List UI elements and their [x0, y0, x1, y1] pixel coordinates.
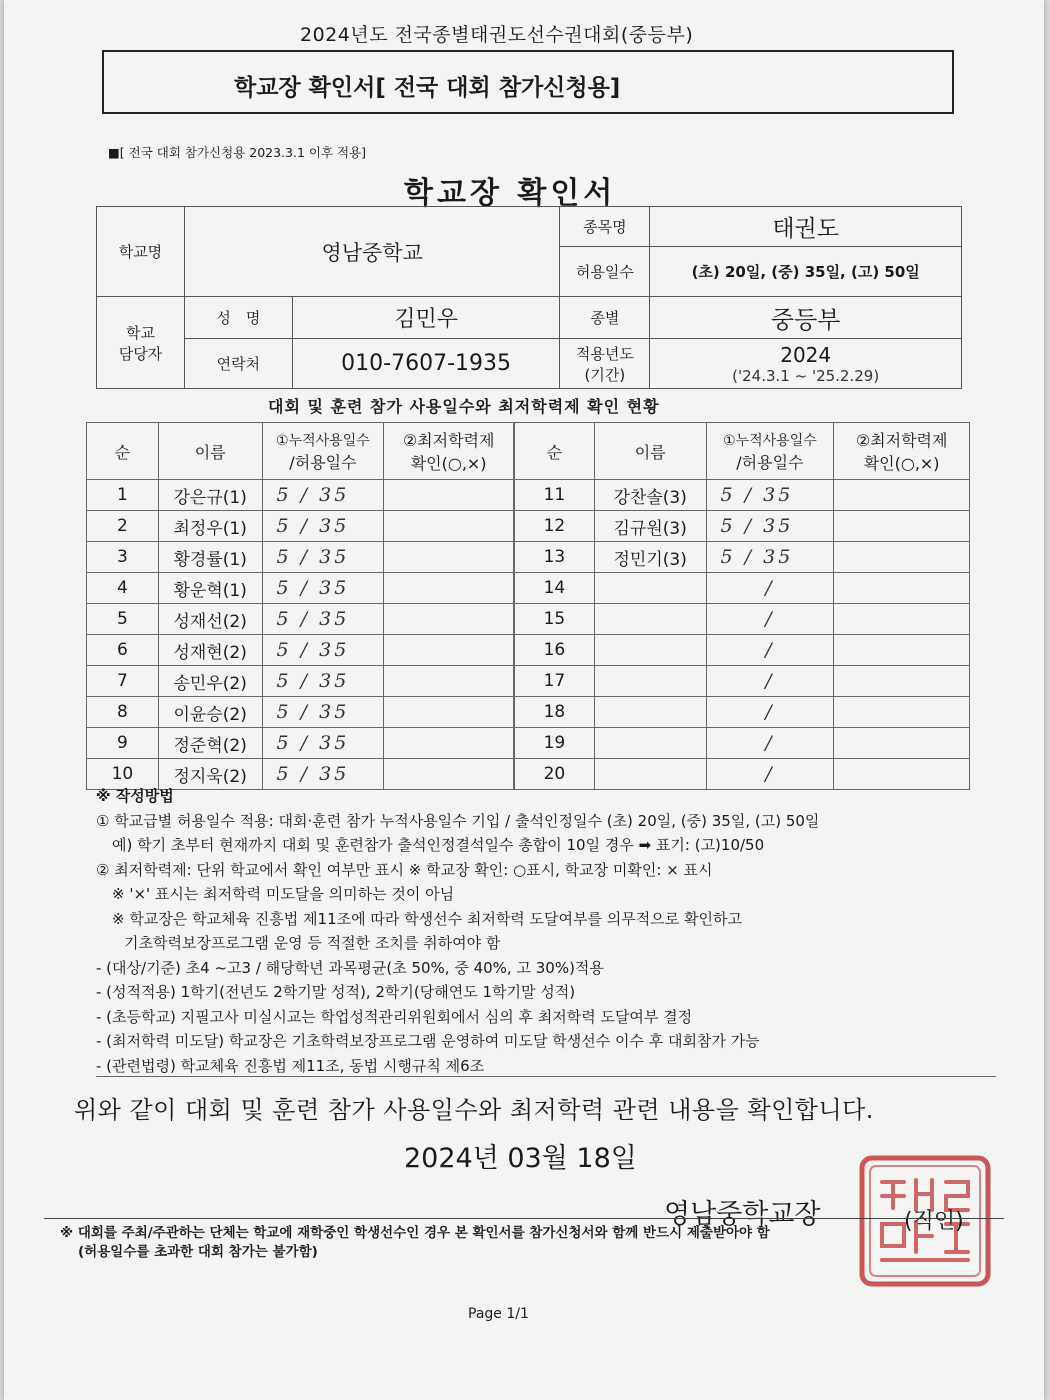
instruction-line: ② 최저학력제: 단위 학교에서 확인 여부만 표시 ※ 학교장 확인: ○표시, 학교장 미확인: × 표시	[96, 860, 713, 879]
participant-name: 김규원(3)	[594, 511, 706, 542]
participant-name: 강찬솔(3)	[594, 480, 706, 511]
footer-note	[60, 1224, 770, 1262]
col-academic	[384, 423, 514, 480]
staff-label-line1: 학교	[125, 323, 155, 342]
participant-name: 송민우(2)	[158, 666, 262, 697]
table-row	[515, 542, 970, 573]
division-value: 중등부	[650, 297, 962, 339]
days-used: 5 / 35	[262, 480, 384, 511]
document-page	[4, 0, 1044, 1400]
days-used: /	[706, 666, 834, 697]
academic-check	[834, 697, 970, 728]
row-number: 17	[515, 666, 595, 697]
instruction-line: 기초학력보장프로그램 운영 등 적절한 조치를 취하여야 함	[124, 934, 501, 952]
days-used: /	[706, 697, 834, 728]
participant-name	[594, 604, 706, 635]
col-academic	[834, 423, 970, 480]
instruction-line: ① 학교급별 허용일수 적용: 대회·훈련 참가 누적사용일수 기입 / 출석인정일수 (초) 20일, (중) 35일, (고) 50일	[96, 811, 820, 830]
row-number: 3	[87, 542, 159, 573]
boxed-title: 학교장 확인서[ 전국 대회 참가신청용]	[234, 75, 621, 101]
allowed-days-value: (초) 20일, (중) 35일, (고) 50일	[650, 247, 962, 297]
row-number: 16	[515, 635, 595, 666]
academic-check	[384, 635, 514, 666]
staff-label	[97, 297, 185, 389]
table-row	[515, 666, 970, 697]
boxed-title-frame	[102, 50, 954, 114]
year-label	[560, 339, 650, 389]
participant-name: 정지욱(2)	[158, 759, 262, 790]
academic-check	[834, 480, 970, 511]
footer-line: ※ 대회를 주최/주관하는 단체는 학교에 재학중인 학생선수인 경우 본 확인서를 참가신청서와 함께 반드시 제출받아야 함	[60, 1225, 770, 1241]
academic-check	[834, 635, 970, 666]
table-row	[515, 697, 970, 728]
row-number: 6	[87, 635, 159, 666]
instruction-line: ※ 학교장은 학교체육 진흥법 제11조에 따라 학생선수 최저학력 도달여부를 의무적으로 확인하고	[112, 909, 742, 928]
table-row	[87, 728, 514, 759]
row-number: 7	[87, 666, 159, 697]
col-days	[262, 423, 384, 480]
instruction-line: - (초등학교) 지필고사 미실시교는 학업성적관리위원회에서 심의 후 최저학력 도달여부 결정	[96, 1007, 693, 1026]
row-number: 11	[515, 480, 595, 511]
row-number: 2	[87, 511, 159, 542]
academic-check	[384, 542, 514, 573]
instruction-line: ※ '×' 표시는 최저학력 미도달을 의미하는 것이 아님	[112, 885, 455, 903]
participant-name: 성재현(2)	[158, 635, 262, 666]
participant-name	[594, 697, 706, 728]
table-row	[515, 635, 970, 666]
staff-label-line2: 담당자	[118, 344, 163, 363]
footer-divider	[44, 1218, 1004, 1219]
days-used: /	[706, 728, 834, 759]
days-used: 5 / 35	[262, 542, 384, 573]
col-academic-line1: ②최저학력제	[855, 431, 948, 450]
event-label: 종목명	[560, 207, 650, 247]
school-label: 학교명	[97, 207, 185, 297]
days-used: 5 / 35	[262, 728, 384, 759]
row-number: 18	[515, 697, 595, 728]
academic-check	[384, 511, 514, 542]
row-number: 5	[87, 604, 159, 635]
contact-value: 010-7607-1935	[292, 339, 560, 389]
academic-check	[834, 728, 970, 759]
participant-name: 이윤승(2)	[158, 697, 262, 728]
days-used: 5 / 35	[262, 759, 384, 790]
confirmation-text: 위와 같이 대회 및 훈련 참가 사용일수와 최저학력 관련 내용을 확인합니다.	[74, 1096, 874, 1124]
row-number: 1	[87, 480, 159, 511]
days-used: 5 / 35	[262, 573, 384, 604]
participant-name: 최정우(1)	[158, 511, 262, 542]
academic-check	[384, 604, 514, 635]
instruction-line: - (대상/기준) 초4 ~고3 / 해당학년 과목평균(초 50%, 중 40%, 고 30%)적용	[96, 958, 604, 977]
row-number: 10	[87, 759, 159, 790]
table-row	[515, 480, 970, 511]
table-row	[515, 728, 970, 759]
participant-name: 정민기(3)	[594, 542, 706, 573]
competition-title: 2024년도 전국종별태권도선수권대회(중등부)	[300, 24, 694, 46]
year-label-line2: (기간)	[584, 365, 626, 384]
participant-name	[594, 728, 706, 759]
participants-table-right	[514, 422, 970, 790]
table-row	[515, 511, 970, 542]
participants-table-left	[86, 422, 514, 790]
academic-check	[834, 542, 970, 573]
days-used: 5 / 35	[706, 480, 834, 511]
col-days-line2: /허용일수	[736, 452, 804, 472]
contact-label: 연락처	[184, 339, 292, 389]
table-row	[87, 604, 514, 635]
row-number: 9	[87, 728, 159, 759]
table-row	[87, 697, 514, 728]
table-row	[515, 604, 970, 635]
academic-check	[384, 666, 514, 697]
year-cell	[650, 339, 962, 389]
status-title: 대회 및 훈련 참가 사용일수와 최저학력제 확인 현황	[268, 397, 660, 416]
form-title: 학교장 확인서	[404, 176, 617, 211]
days-used: 5 / 35	[706, 542, 834, 573]
year-label-line1: 적용년도	[575, 344, 634, 363]
days-used: 5 / 35	[262, 635, 384, 666]
table-row	[87, 573, 514, 604]
participant-name	[594, 666, 706, 697]
academic-check	[384, 573, 514, 604]
days-used: 5 / 35	[706, 511, 834, 542]
application-note: ■[ 전국 대회 참가신청용 2023.3.1 이후 적용]	[108, 145, 367, 160]
days-used: 5 / 35	[262, 604, 384, 635]
col-name: 이름	[594, 423, 706, 480]
academic-check	[384, 697, 514, 728]
table-row	[87, 542, 514, 573]
col-academic-line2: 확인(○,×)	[410, 454, 487, 473]
division-label: 종별	[560, 297, 650, 339]
col-no: 순	[87, 423, 159, 480]
days-used: /	[706, 604, 834, 635]
period-value: ('24.3.1 ~ '25.2.29)	[732, 366, 880, 385]
instruction-line: - (관련법령) 학교체육 진흥법 제11조, 동법 시행규칙 제6조	[96, 1056, 485, 1075]
row-number: 20	[515, 759, 595, 790]
event-value: 태권도	[650, 207, 962, 247]
row-number: 13	[515, 542, 595, 573]
academic-check	[834, 573, 970, 604]
participant-name: 황운혁(1)	[158, 573, 262, 604]
participant-name	[594, 573, 706, 604]
days-used: /	[706, 759, 834, 790]
participant-name	[594, 635, 706, 666]
row-number: 8	[87, 697, 159, 728]
participant-name: 황경률(1)	[158, 542, 262, 573]
participant-name: 정준혁(2)	[158, 728, 262, 759]
row-number: 12	[515, 511, 595, 542]
days-used: 5 / 35	[262, 697, 384, 728]
days-used: 5 / 35	[262, 511, 384, 542]
instruction-line: 예) 학기 초부터 현재까지 대회 및 훈련참가 출석인정결석일수 총합이 10일 경우 ➡ 표기: (고)10/50	[112, 836, 765, 854]
col-name: 이름	[158, 423, 262, 480]
academic-check	[834, 666, 970, 697]
instructions	[96, 784, 976, 1078]
name-value: 김민우	[292, 297, 560, 339]
col-no: 순	[515, 423, 595, 480]
col-days-line2: /허용일수	[289, 452, 357, 472]
col-academic-line2: 확인(○,×)	[863, 454, 940, 473]
instruction-line: - (성적적용) 1학기(전년도 2학기말 성적), 2학기(당해연도 1학기말 성적)	[96, 983, 576, 1001]
academic-check	[834, 604, 970, 635]
instructions-heading: ※ 작성방법	[96, 787, 174, 805]
confirmation-date: 2024년 03월 18일	[404, 1143, 637, 1174]
participant-name: 성재선(2)	[158, 604, 262, 635]
col-days	[706, 423, 834, 480]
year-value: 2024	[780, 342, 832, 367]
col-academic-line1: ②최저학력제	[402, 431, 495, 450]
table-row	[515, 573, 970, 604]
school-info-table	[96, 206, 962, 389]
allowed-days-label: 허용일수	[560, 247, 650, 297]
table-row	[87, 666, 514, 697]
seal-label: (직인)	[904, 1209, 964, 1234]
table-row	[87, 635, 514, 666]
row-number: 15	[515, 604, 595, 635]
row-number: 14	[515, 573, 595, 604]
days-used: 5 / 35	[262, 666, 384, 697]
table-row	[87, 511, 514, 542]
row-number: 19	[515, 728, 595, 759]
divider	[96, 1076, 996, 1077]
principal-name: 영남중학교장	[664, 1199, 821, 1230]
name-label: 성 명	[184, 297, 292, 339]
instruction-line: - (최저학력 미도달) 학교장은 기초학력보장프로그램 운영하여 미도달 학생선수 이수 후 대회참가 가능	[96, 1032, 760, 1050]
days-used: /	[706, 635, 834, 666]
participant-name: 강은규(1)	[158, 480, 262, 511]
academic-check	[384, 728, 514, 759]
page-number: Page 1/1	[468, 1306, 529, 1322]
academic-check	[834, 511, 970, 542]
footer-line: (허용일수를 초과한 대회 참가는 불가함)	[78, 1244, 318, 1260]
academic-check	[384, 480, 514, 511]
row-number: 4	[87, 573, 159, 604]
days-used: /	[706, 573, 834, 604]
school-value: 영남중학교	[184, 207, 560, 297]
col-days-line1: ①누적사용일수	[723, 432, 817, 449]
col-days-line1: ①누적사용일수	[276, 432, 370, 449]
table-row	[87, 480, 514, 511]
